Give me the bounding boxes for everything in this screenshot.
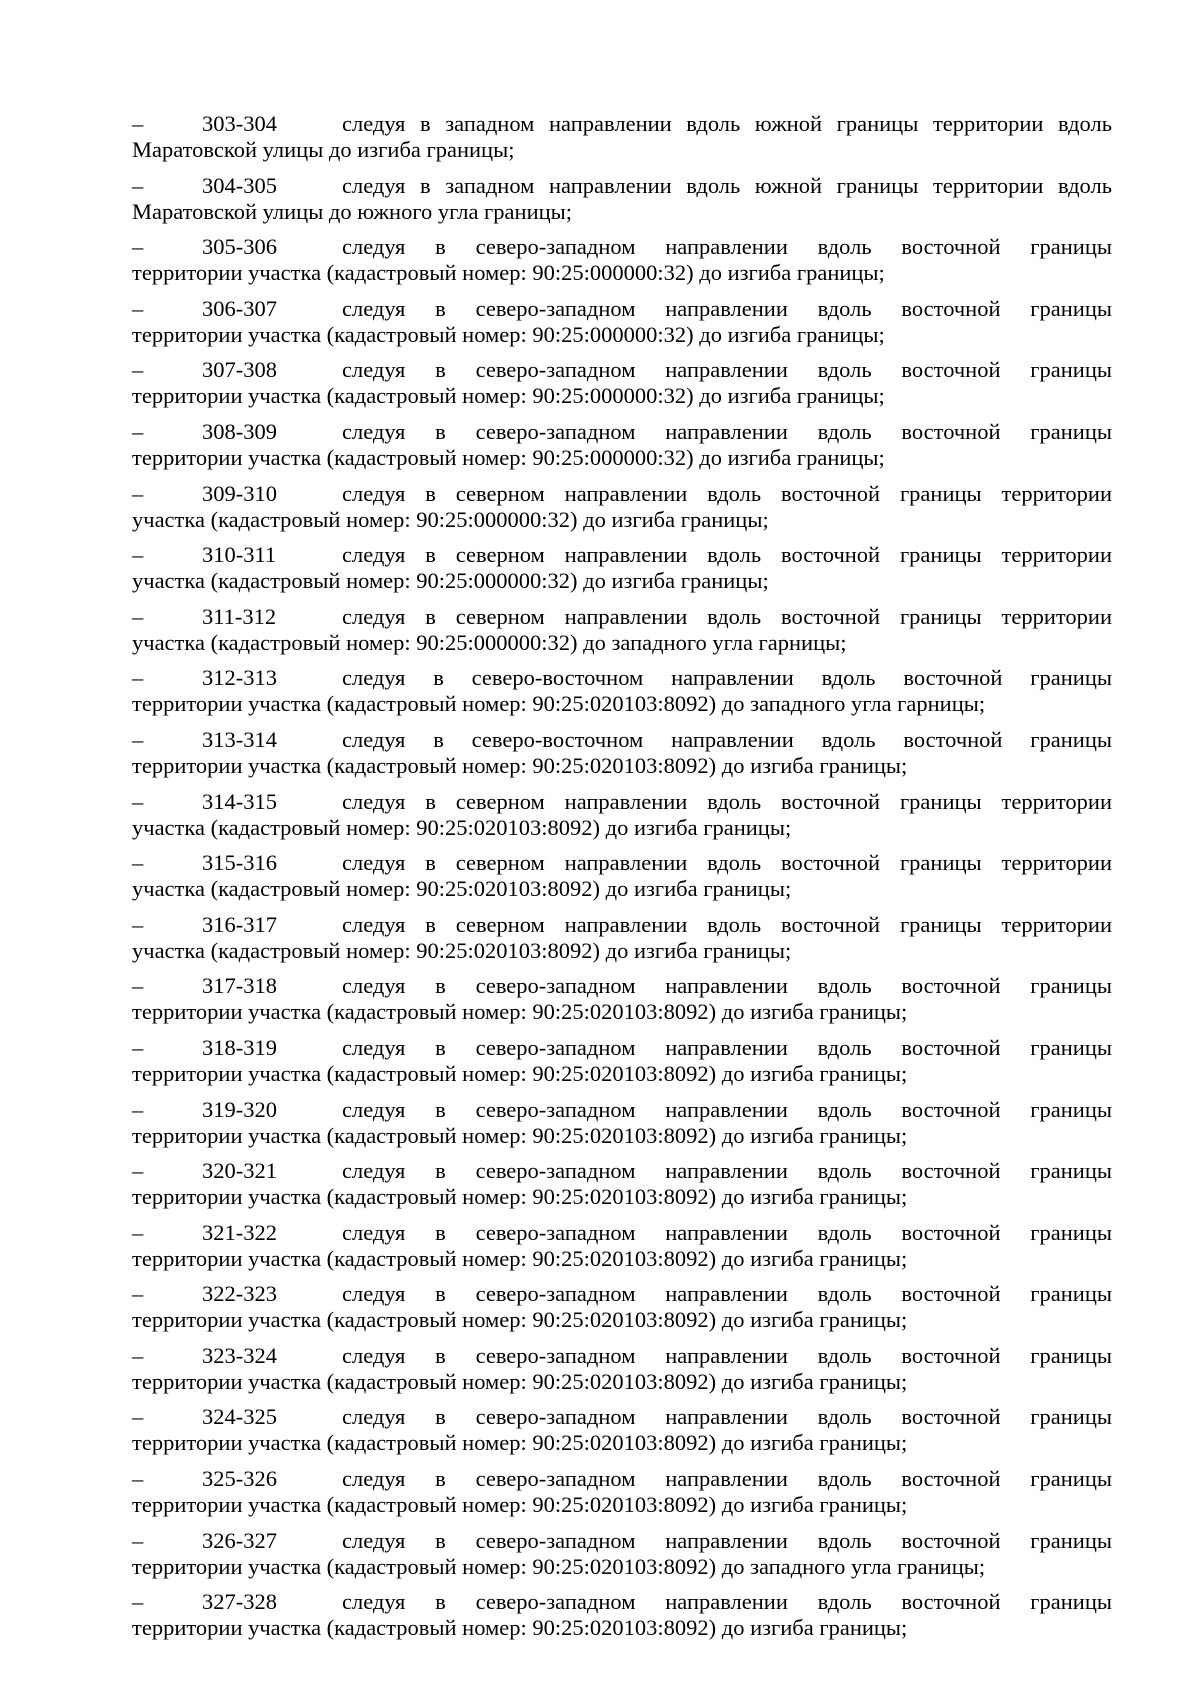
segment-entry [132,789,1112,841]
segment-first-line [132,542,1112,568]
segment-code: 304-305 [202,172,277,198]
list-dash: – [132,1281,144,1307]
segment-code: 324-325 [202,1404,277,1430]
list-dash: – [132,480,144,506]
segment-first-line [132,1343,1112,1369]
segment-description: следуя в западном направлении вдоль южной границы территории вдоль [342,172,1112,198]
segment-description: следуя в северо-восточном направлении вдоль восточной границы [342,726,1112,752]
list-dash: – [132,1096,144,1122]
segment-code: 310-311 [202,542,277,568]
segment-code: 316-317 [202,911,277,937]
segment-continuation: участка (кадастровый номер: 90:25:000000:32) до изгиба границы; [132,568,769,594]
segment-code: 311-312 [202,603,277,629]
segment-code: 320-321 [202,1158,277,1184]
segment-entry [132,1466,1112,1518]
segment-continuation: территории участка (кадастровый номер: 90:25:000000:32) до изгиба границы; [132,444,885,470]
segment-code: 315-316 [202,850,277,876]
segment-continuation: территории участка (кадастровый номер: 90:25:020103:8092) до изгиба границы; [132,1245,908,1271]
segment-code: 322-323 [202,1281,277,1307]
list-dash: – [132,850,144,876]
segment-code: 312-313 [202,665,277,691]
segment-first-line [132,789,1112,815]
segment-continuation: территории участка (кадастровый номер: 90:25:000000:32) до изгиба границы; [132,260,885,286]
segment-description: следуя в северо-западном направлении вдоль восточной границы [342,1281,1112,1307]
segment-first-line [132,1404,1112,1430]
segment-first-line [132,1097,1112,1123]
segment-entry [132,1220,1112,1272]
segment-continuation: территории участка (кадастровый номер: 90:25:020103:8092) до западного угла границы; [132,1553,986,1579]
segment-code: 307-308 [202,357,277,383]
segment-description: следуя в северном направлении вдоль восточной границы территории [342,788,1112,814]
segment-description: следуя в северо-западном направлении вдоль восточной границы [342,973,1112,999]
segment-code: 305-306 [202,234,277,260]
list-dash: – [132,1527,144,1553]
list-dash: – [132,295,144,321]
segment-first-line [132,727,1112,753]
segment-first-line [132,604,1112,630]
segment-description: следуя в северном направлении вдоль восточной границы территории [342,911,1112,937]
segment-continuation: территории участка (кадастровый номер: 90:25:020103:8092) до изгиба границы; [132,752,908,778]
segment-entry [132,912,1112,964]
list-dash: – [132,1158,144,1184]
segment-code: 319-320 [202,1096,277,1122]
segment-code: 314-315 [202,788,277,814]
segment-entry [132,1589,1112,1641]
segment-entry [132,1158,1112,1210]
segment-entry [132,296,1112,348]
segment-continuation: территории участка (кадастровый номер: 90:25:020103:8092) до изгиба границы; [132,1060,908,1086]
segment-entry [132,665,1112,717]
segment-code: 318-319 [202,1034,277,1060]
list-dash: – [132,172,144,198]
list-dash: – [132,542,144,568]
segment-continuation: участка (кадастровый номер: 90:25:000000:32) до западного угла гарницы; [132,629,847,655]
segment-description: следуя в северо-западном направлении вдоль восточной границы [342,1096,1112,1122]
segment-first-line [132,1281,1112,1307]
segment-description: следуя в северо-западном направлении вдоль восточной границы [342,1527,1112,1553]
segment-description: следуя в северо-западном направлении вдоль восточной границы [342,1589,1112,1615]
list-dash: – [132,418,144,444]
segment-description: следуя в северном направлении вдоль восточной границы территории [342,603,1112,629]
segment-entry [132,850,1112,902]
segment-description: следуя в северо-западном направлении вдоль восточной границы [342,1158,1112,1184]
segment-continuation: территории участка (кадастровый номер: 90:25:020103:8092) до изгиба границы; [132,1492,908,1518]
segment-continuation: территории участка (кадастровый номер: 90:25:020103:8092) до западного угла гарницы; [132,691,986,717]
segment-description: следуя в западном направлении вдоль южной границы территории вдоль [342,111,1112,136]
segment-code: 303-304 [202,111,277,136]
segment-entry [132,1343,1112,1395]
list-dash: – [132,234,144,260]
list-dash: – [132,1219,144,1245]
list-dash: – [132,357,144,383]
segment-code: 326-327 [202,1527,277,1553]
segment-description: следуя в северо-западном направлении вдоль восточной границы [342,357,1112,383]
list-dash: – [132,1342,144,1368]
list-dash: – [132,726,144,752]
segment-continuation: участка (кадастровый номер: 90:25:020103:8092) до изгиба границы; [132,937,792,963]
segment-description: следуя в северном направлении вдоль восточной границы территории [342,480,1112,506]
segment-first-line [132,1589,1112,1615]
segment-code: 313-314 [202,726,277,752]
segment-first-line [132,1466,1112,1492]
list-dash: – [132,111,144,136]
segment-description: следуя в северо-западном направлении вдоль восточной границы [342,295,1112,321]
segment-code: 308-309 [202,418,277,444]
segment-first-line [132,912,1112,938]
segment-code: 321-322 [202,1219,277,1245]
segment-first-line [132,1158,1112,1184]
segment-entry [132,727,1112,779]
segment-first-line [132,1220,1112,1246]
segment-entry [132,604,1112,656]
segment-first-line [132,419,1112,445]
segment-first-line [132,1528,1112,1554]
segment-first-line [132,173,1112,199]
segment-first-line [132,357,1112,383]
segment-description: следуя в северо-восточном направлении вдоль восточной границы [342,665,1112,691]
segment-continuation: территории участка (кадастровый номер: 90:25:020103:8092) до изгиба границы; [132,1307,908,1333]
segment-continuation: территории участка (кадастровый номер: 90:25:020103:8092) до изгиба границы; [132,1368,908,1394]
segment-description: следуя в северо-западном направлении вдоль восточной границы [342,1404,1112,1430]
segment-entry [132,481,1112,533]
segment-entry [132,973,1112,1025]
segment-continuation: территории участка (кадастровый номер: 90:25:020103:8092) до изгиба границы; [132,1184,908,1210]
list-dash: – [132,603,144,629]
segment-continuation: территории участка (кадастровый номер: 90:25:020103:8092) до изгиба границы; [132,999,908,1025]
segment-code: 323-324 [202,1342,277,1368]
segment-entry [132,1281,1112,1333]
segment-continuation: территории участка (кадастровый номер: 90:25:000000:32) до изгиба границы; [132,383,885,409]
segment-entry [132,1528,1112,1580]
segment-code: 309-310 [202,480,277,506]
list-dash: – [132,665,144,691]
segment-first-line [132,1035,1112,1061]
segment-first-line [132,296,1112,322]
segment-code: 327-328 [202,1589,277,1615]
segment-entry [132,542,1112,594]
segment-description: следуя в северо-западном направлении вдоль восточной границы [342,1219,1112,1245]
segment-continuation: территории участка (кадастровый номер: 90:25:020103:8092) до изгиба границы; [132,1430,908,1456]
segment-entry [132,1035,1112,1087]
segment-first-line [132,234,1112,260]
segment-entry [132,357,1112,409]
list-dash: – [132,788,144,814]
segment-first-line [132,973,1112,999]
segment-description: следуя в северо-западном направлении вдоль восточной границы [342,1342,1112,1368]
segment-entry [132,419,1112,471]
segment-entry [132,173,1112,225]
segment-first-line [132,850,1112,876]
list-dash: – [132,1589,144,1615]
segment-description: следуя в северо-западном направлении вдоль восточной границы [342,1034,1112,1060]
segment-code: 325-326 [202,1466,277,1492]
boundary-segment-list [132,111,1112,1651]
list-dash: – [132,1466,144,1492]
segment-description: следуя в северо-западном направлении вдоль восточной границы [342,1466,1112,1492]
segment-entry [132,111,1112,163]
list-dash: – [132,973,144,999]
segment-continuation: участка (кадастровый номер: 90:25:020103:8092) до изгиба границы; [132,876,792,902]
segment-entry [132,1097,1112,1149]
list-dash: – [132,1404,144,1430]
segment-first-line [132,111,1112,137]
segment-first-line [132,665,1112,691]
list-dash: – [132,911,144,937]
segment-continuation: участка (кадастровый номер: 90:25:000000:32) до изгиба границы; [132,506,769,532]
segment-description: следуя в северном направлении вдоль восточной границы территории [342,542,1112,568]
segment-continuation: участка (кадастровый номер: 90:25:020103:8092) до изгиба границы; [132,814,792,840]
segment-continuation: территории участка (кадастровый номер: 90:25:020103:8092) до изгиба границы; [132,1615,908,1641]
segment-code: 306-307 [202,295,277,321]
segment-entry [132,1404,1112,1456]
segment-description: следуя в северном направлении вдоль восточной границы территории [342,850,1112,876]
segment-entry [132,234,1112,286]
segment-description: следуя в северо-западном направлении вдоль восточной границы [342,234,1112,260]
segment-continuation: Маратовской улицы до южного угла границы; [132,198,573,224]
segment-continuation: Маратовской улицы до изгиба границы; [132,137,515,162]
list-dash: – [132,1034,144,1060]
segment-continuation: территории участка (кадастровый номер: 90:25:000000:32) до изгиба границы; [132,321,885,347]
segment-code: 317-318 [202,973,277,999]
segment-first-line [132,481,1112,507]
segment-description: следуя в северо-западном направлении вдоль восточной границы [342,418,1112,444]
segment-continuation: территории участка (кадастровый номер: 90:25:020103:8092) до изгиба границы; [132,1122,908,1148]
